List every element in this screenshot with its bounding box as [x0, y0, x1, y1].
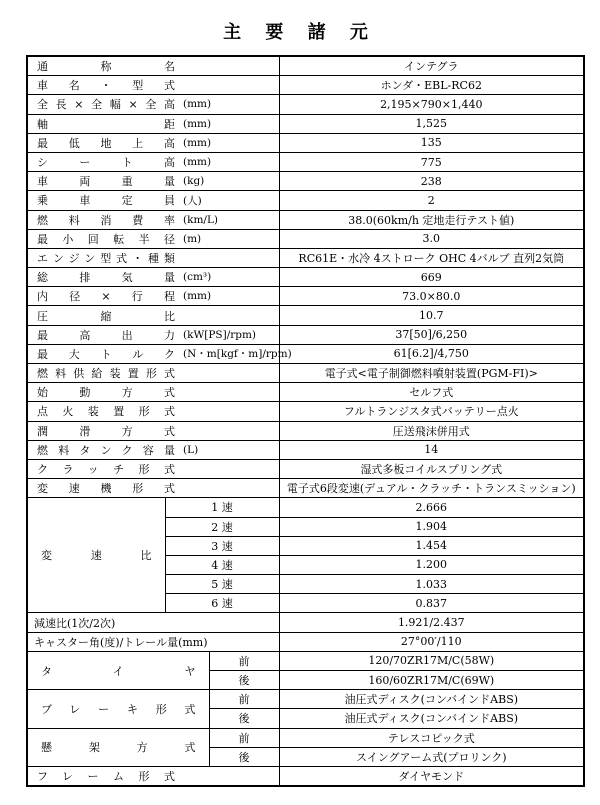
table-row	[27, 172, 584, 191]
spec-label-cell	[27, 133, 279, 152]
brake-rear-value: 油圧式ディスク(コンバインドABS)	[279, 709, 584, 728]
reduction-label: 減速比(1次/2次)	[27, 613, 279, 632]
spec-label-cell	[27, 306, 279, 325]
spec-unit: (mm)	[183, 136, 212, 149]
brake-label: ブレーキ形式	[41, 702, 196, 716]
spec-unit: (kg)	[183, 175, 205, 188]
spec-unit: (mm)	[183, 117, 212, 130]
table-row	[27, 402, 584, 421]
spec-table	[26, 55, 585, 787]
spec-value: 3.0	[279, 229, 584, 248]
gear-ratio-value: 2.666	[279, 498, 584, 517]
spec-label: 車名・型式	[37, 79, 175, 93]
table-row	[27, 728, 584, 747]
spec-unit: (km/L)	[183, 213, 219, 226]
table-row	[27, 479, 584, 498]
spec-value: 電子式6段変速(デュアル・クラッチ・トランスミッション)	[279, 479, 584, 498]
reduction-value: 1.921/2.437	[279, 613, 584, 632]
tire-front-label: 前	[209, 651, 279, 670]
spec-unit: (L)	[183, 443, 199, 456]
table-row	[27, 95, 584, 114]
spec-value: RC61E・水冷 4ストローク OHC 4バルブ 直列2気筒	[279, 248, 584, 267]
gear-number: 4 速	[165, 555, 279, 574]
spec-label-cell	[27, 56, 279, 76]
page-title: 主 要 諸 元	[223, 22, 377, 43]
table-row	[27, 632, 584, 651]
spec-label-cell	[27, 172, 279, 191]
spec-value: 38.0(60km/h 定地走行テスト値)	[279, 210, 584, 229]
table-row	[27, 766, 584, 786]
spec-value: 73.0×80.0	[279, 287, 584, 306]
gear-ratio-value: 1.454	[279, 536, 584, 555]
table-row	[27, 651, 584, 670]
table-row	[27, 325, 584, 344]
spec-value: インテグラ	[279, 56, 584, 76]
spec-label-cell	[27, 152, 279, 171]
suspension-label-cell	[27, 728, 209, 766]
spec-value: 135	[279, 133, 584, 152]
spec-label: 軸距	[37, 117, 175, 131]
table-row	[27, 287, 584, 306]
spec-value: 1,525	[279, 114, 584, 133]
suspension-label: 懸架方式	[41, 741, 196, 755]
spec-label-cell	[27, 383, 279, 402]
spec-label-cell	[27, 287, 279, 306]
gear-number: 2 速	[165, 517, 279, 536]
spec-label: 総排気量	[37, 271, 175, 285]
tire-front-value: 120/70ZR17M/C(58W)	[279, 651, 584, 670]
table-row	[27, 498, 584, 517]
spec-label: 最低地上高	[37, 136, 175, 150]
spec-value: 669	[279, 268, 584, 287]
suspension-rear-label: 後	[209, 747, 279, 766]
table-row	[27, 133, 584, 152]
gear-ratio-value: 1.033	[279, 575, 584, 594]
spec-unit: (m)	[183, 232, 202, 245]
spec-unit: (mm)	[183, 156, 212, 169]
table-row	[27, 364, 584, 383]
spec-label-cell	[27, 402, 279, 421]
table-row	[27, 56, 584, 76]
spec-label: 内径×行程	[37, 290, 175, 304]
spec-label-cell	[27, 114, 279, 133]
spec-label: 燃料タンク容量	[37, 443, 175, 457]
spec-label-cell	[27, 364, 279, 383]
spec-label-cell	[27, 421, 279, 440]
spec-label: 点火装置形式	[37, 405, 175, 419]
spec-label: 圧縮比	[37, 309, 175, 323]
spec-label: 変速機形式	[37, 482, 175, 496]
table-row	[27, 344, 584, 363]
spec-unit: (mm)	[183, 98, 212, 111]
spec-unit: (cm³)	[183, 271, 212, 284]
suspension-front-value: テレスコピック式	[279, 728, 584, 747]
spec-label-cell	[27, 268, 279, 287]
table-row	[27, 613, 584, 632]
frame-value: ダイヤモンド	[279, 766, 584, 786]
caster-label: キャスター角(度)/トレール量(mm)	[27, 632, 279, 651]
tire-label-cell	[27, 651, 209, 689]
tire-rear-label: 後	[209, 671, 279, 690]
table-row	[27, 248, 584, 267]
table-row	[27, 210, 584, 229]
spec-value: 238	[279, 172, 584, 191]
table-row	[27, 459, 584, 478]
spec-value: 37[50]/6,250	[279, 325, 584, 344]
table-row	[27, 76, 584, 95]
suspension-front-label: 前	[209, 728, 279, 747]
caster-value: 27°00′/110	[279, 632, 584, 651]
spec-label: 燃料消費率	[37, 213, 175, 227]
gear-number: 1 速	[165, 498, 279, 517]
spec-label: 始動方式	[37, 386, 175, 400]
spec-label-cell	[27, 459, 279, 478]
spec-value: 湿式多板コイルスプリング式	[279, 459, 584, 478]
gear-ratio-value: 1.904	[279, 517, 584, 536]
spec-label: 全長×全幅×全高	[37, 98, 175, 112]
spec-value: 2,195×790×1,440	[279, 95, 584, 114]
brake-front-label: 前	[209, 690, 279, 709]
spec-unit: (人)	[183, 194, 202, 207]
frame-label: フレーム形式	[37, 770, 175, 784]
brake-label-cell	[27, 690, 209, 728]
spec-unit: (mm)	[183, 290, 212, 303]
spec-label: シート高	[37, 156, 175, 170]
spec-label-cell	[27, 440, 279, 459]
table-row	[27, 191, 584, 210]
gear-number: 6 速	[165, 594, 279, 613]
spec-value: 14	[279, 440, 584, 459]
spec-label-cell	[27, 210, 279, 229]
spec-label: 最高出力	[37, 328, 175, 342]
table-row	[27, 152, 584, 171]
spec-label-cell	[27, 76, 279, 95]
spec-label-cell	[27, 325, 279, 344]
spec-unit: (N・m[kgf・m]/rpm)	[183, 348, 292, 361]
spec-value: 圧送飛沫併用式	[279, 421, 584, 440]
spec-label-cell	[27, 95, 279, 114]
gear-number: 3 速	[165, 536, 279, 555]
gear-ratio-label-cell	[27, 498, 165, 613]
spec-value: フルトランジスタ式バッテリー点火	[279, 402, 584, 421]
frame-label-cell	[27, 766, 279, 786]
brake-rear-label: 後	[209, 709, 279, 728]
spec-value: ホンダ・EBL-RC62	[279, 76, 584, 95]
table-row	[27, 383, 584, 402]
spec-unit: (kW[PS]/rpm)	[183, 328, 257, 341]
gear-ratio-value: 0.837	[279, 594, 584, 613]
table-row	[27, 690, 584, 709]
spec-label-cell	[27, 479, 279, 498]
table-row	[27, 268, 584, 287]
suspension-rear-value: スイングアーム式(プロリンク)	[279, 747, 584, 766]
spec-label: 最小回転半径	[37, 232, 175, 246]
brake-front-value: 油圧式ディスク(コンバインドABS)	[279, 690, 584, 709]
spec-label-cell	[27, 229, 279, 248]
spec-label: 乗車定員	[37, 194, 175, 208]
spec-value: 電子式<電子制御燃料噴射装置(PGM-FI)>	[279, 364, 584, 383]
tire-rear-value: 160/60ZR17M/C(69W)	[279, 671, 584, 690]
spec-value: 10.7	[279, 306, 584, 325]
spec-value: 775	[279, 152, 584, 171]
spec-label: 潤滑方式	[37, 424, 175, 438]
spec-label-cell	[27, 344, 292, 363]
spec-label: エンジン型式・種類	[37, 251, 175, 265]
spec-label: 車両重量	[37, 175, 175, 189]
gear-number: 5 速	[165, 575, 279, 594]
spec-label-cell	[27, 248, 279, 267]
spec-value: セルフ式	[279, 383, 584, 402]
tire-label: タイヤ	[41, 664, 196, 678]
table-row	[27, 306, 584, 325]
table-row	[27, 114, 584, 133]
spec-label: 燃料供給装置形式	[37, 367, 175, 381]
spec-label: 最大トルク	[37, 347, 175, 361]
table-row	[27, 421, 584, 440]
spec-table-body	[27, 56, 584, 786]
gear-ratio-label: 変速比	[41, 549, 152, 563]
table-row	[27, 440, 584, 459]
spec-label: クラッチ形式	[37, 463, 175, 477]
gear-ratio-value: 1.200	[279, 555, 584, 574]
spec-label: 通称名	[37, 60, 175, 74]
spec-value: 61[6.2]/4,750	[279, 344, 584, 363]
spec-value: 2	[279, 191, 584, 210]
spec-label-cell	[27, 191, 279, 210]
table-row	[27, 229, 584, 248]
